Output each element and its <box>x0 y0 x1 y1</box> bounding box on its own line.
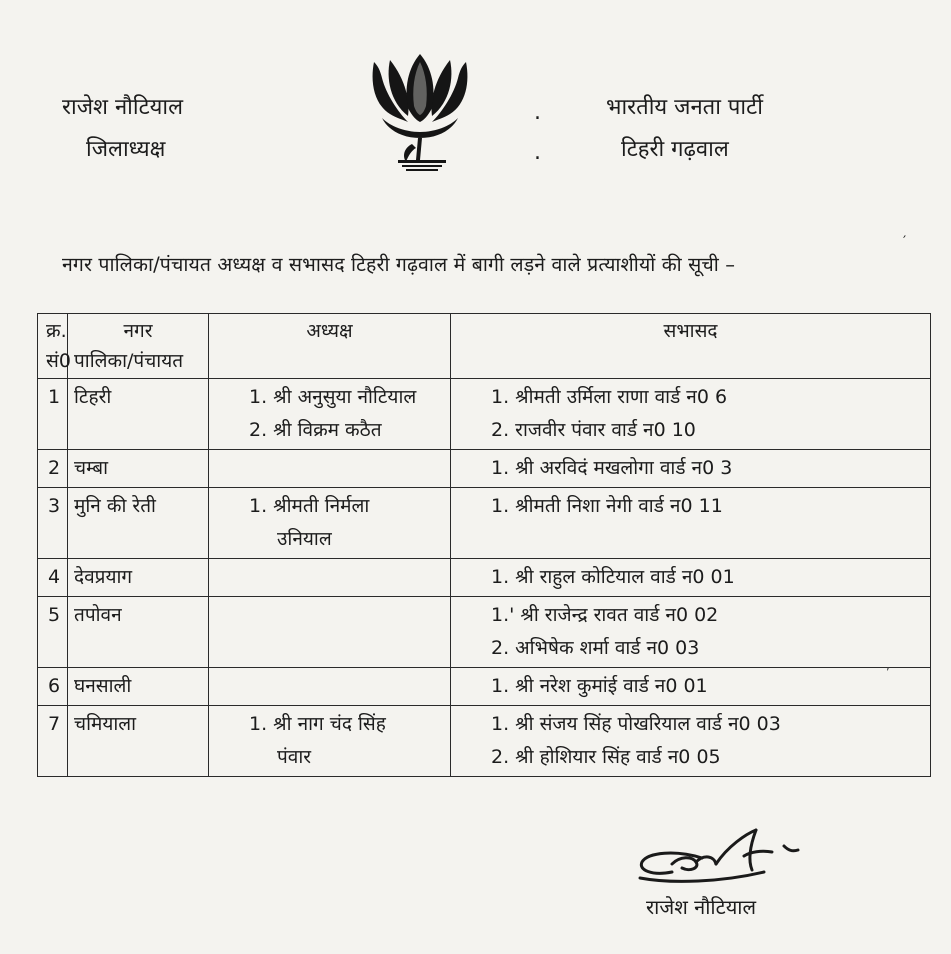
stray-mark: , <box>886 658 890 672</box>
sabhasad-cell <box>451 450 931 488</box>
table-row <box>38 559 931 597</box>
signature-icon <box>632 826 822 896</box>
candidate-name: 1.' श्री राजेन्द्र रावत वार्ड न0 02 <box>491 604 719 626</box>
table-header-row <box>38 314 931 379</box>
table-row <box>38 488 931 559</box>
serial-number: 6 <box>38 668 68 706</box>
district-president-name: राजेश नौटियाल <box>62 95 184 120</box>
candidate-name: 1. श्रीमती निशा नेगी वार्ड न0 11 <box>491 495 723 517</box>
header-text: नगर <box>123 320 153 342</box>
candidate-name: 1. श्री संजय सिंह पोखरियाल वार्ड न0 03 <box>491 713 781 735</box>
candidate-name: 2. राजवीर पंवार वार्ड न0 10 <box>491 419 696 441</box>
table-row <box>38 450 931 488</box>
sabhasad-cell <box>451 488 931 559</box>
candidate-name: 1. श्री नाग चंद सिंह <box>249 713 386 735</box>
rebel-candidates-table <box>37 313 931 777</box>
adhyaksh-cell <box>209 597 451 668</box>
separator-dot: . <box>534 140 541 165</box>
serial-number: 3 <box>38 488 68 559</box>
nagar-name: देवप्रयाग <box>68 559 209 597</box>
candidate-name: 1. श्रीमती निर्मला <box>249 495 370 517</box>
nagar-name: चमियाला <box>68 706 209 777</box>
sabhasad-cell <box>451 597 931 668</box>
header-text: क्र. <box>46 320 67 342</box>
serial-number: 5 <box>38 597 68 668</box>
candidate-name: 1. श्री नरेश कुमांई वार्ड न0 01 <box>491 675 708 697</box>
nagar-name: टिहरी <box>68 379 209 450</box>
sabhasad-cell <box>451 379 931 450</box>
lotus-icon <box>368 52 472 174</box>
stray-mark: ′ <box>903 234 907 250</box>
adhyaksh-cell <box>209 706 451 777</box>
candidate-name-continued: पंवार <box>277 746 312 768</box>
signatory-name: राजेश नौटियाल <box>646 895 757 919</box>
district-name: टिहरी गढ़वाल <box>621 137 729 162</box>
candidate-name: 1. श्रीमती उर्मिला राणा वार्ड न0 6 <box>491 386 728 408</box>
party-name: भारतीय जनता पार्टी <box>606 95 763 120</box>
nagar-name: मुनि की रेती <box>68 488 209 559</box>
nagar-name: घनसाली <box>68 668 209 706</box>
sabhasad-header: सभासद <box>451 314 931 379</box>
serial-number: 2 <box>38 450 68 488</box>
sabhasad-cell <box>451 559 931 597</box>
serial-number: 1 <box>38 379 68 450</box>
adhyaksh-cell <box>209 559 451 597</box>
serial-number: 7 <box>38 706 68 777</box>
sabhasad-cell <box>451 668 931 706</box>
district-president-title: जिलाध्यक्ष <box>86 137 166 162</box>
sabhasad-cell <box>451 706 931 777</box>
header-text: पालिका/पंचायत <box>74 350 184 372</box>
candidate-name: 1. श्री राहुल कोटियाल वार्ड न0 01 <box>491 566 735 588</box>
adhyaksh-header: अध्यक्ष <box>209 314 451 379</box>
candidate-name: 2. श्री विक्रम कठैत <box>249 419 382 441</box>
table-row <box>38 706 931 777</box>
nagar-name: चम्बा <box>68 450 209 488</box>
candidate-name: 2. अभिषेक शर्मा वार्ड न0 03 <box>491 637 700 659</box>
candidate-name-continued: उनियाल <box>277 528 332 550</box>
candidate-name: 2. श्री होशियार सिंह वार्ड न0 05 <box>491 746 721 768</box>
separator-dot: . <box>534 100 541 125</box>
adhyaksh-cell <box>209 668 451 706</box>
header-text: सं0 <box>46 350 71 372</box>
table-row <box>38 379 931 450</box>
serial-number: 4 <box>38 559 68 597</box>
nagar-header <box>68 314 209 379</box>
list-heading: नगर पालिका/पंचायत अध्यक्ष व सभासद टिहरी गढ़वाल में बागी लड़ने वाले प्रत्याशीयों की सूची – <box>62 253 736 276</box>
adhyaksh-cell <box>209 450 451 488</box>
nagar-name: तपोवन <box>68 597 209 668</box>
adhyaksh-cell <box>209 379 451 450</box>
adhyaksh-cell <box>209 488 451 559</box>
candidate-name: 1. श्री अरविदं मखलोगा वार्ड न0 3 <box>491 457 733 479</box>
table-row <box>38 668 931 706</box>
serial-number-header <box>38 314 71 379</box>
table-row <box>38 597 931 668</box>
candidate-name: 1. श्री अनुसुया नौटियाल <box>249 386 417 408</box>
